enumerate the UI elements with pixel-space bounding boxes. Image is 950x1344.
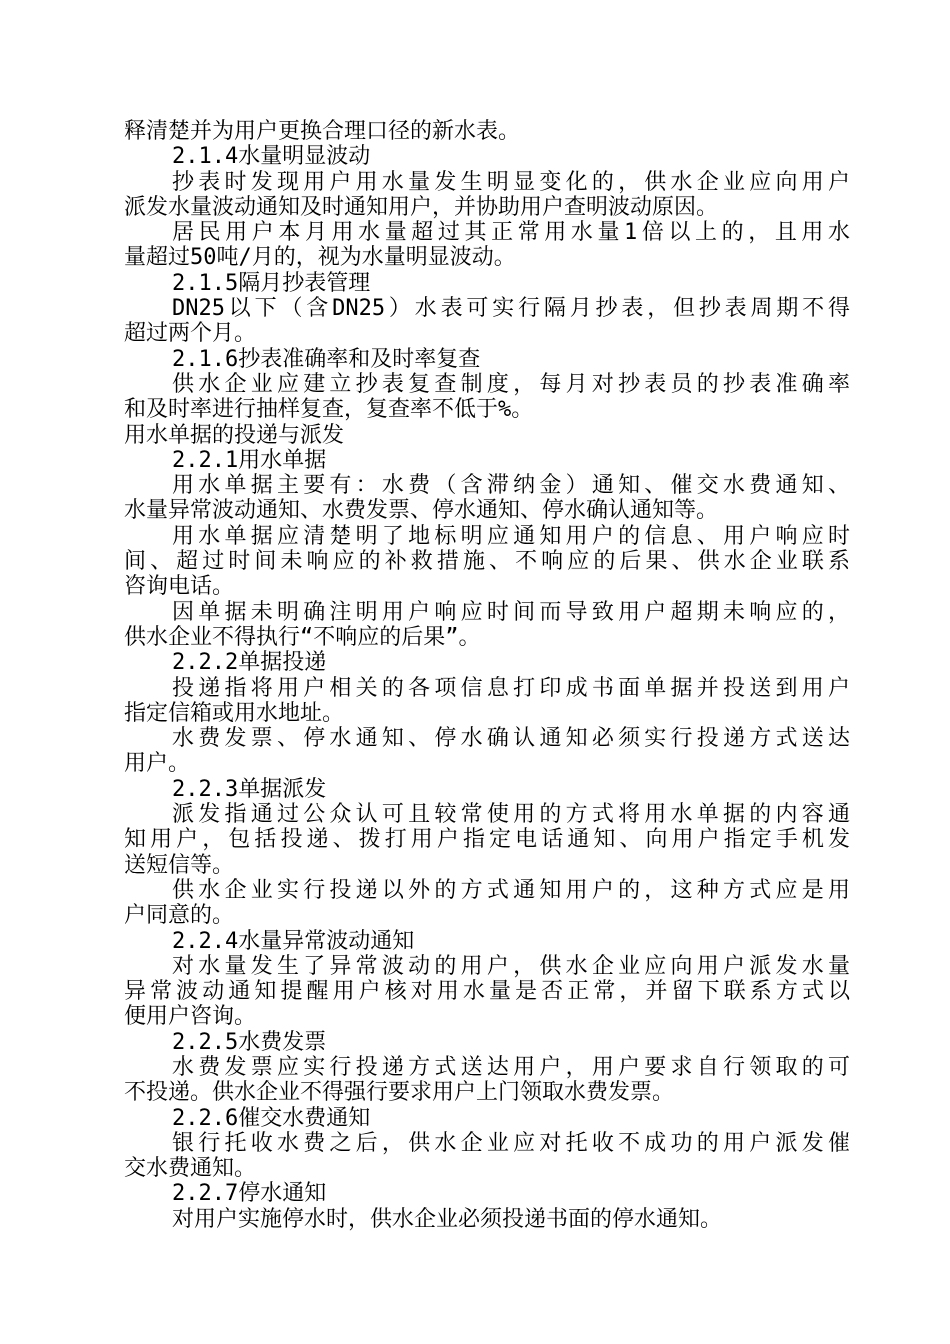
text-line: 投递指将用户相关的各项信息打印成书面单据并投送到用户	[172, 675, 850, 701]
section-heading: 2.1.4水量明显波动	[172, 144, 371, 170]
text-line: 送短信等。	[124, 852, 235, 878]
document-body	[124, 119, 850, 1232]
text-line: 用水单据应清楚明了地标明应通知用户的信息、用户响应时	[172, 523, 850, 549]
text-line: 水量异常波动通知、水费发票、停水通知、停水确认通知等。	[124, 498, 719, 524]
text-line: 抄表时发现用户用水量发生明显变化的，供水企业应向用户	[172, 169, 850, 195]
text-line: 水费发票应实行投递方式送达用户，用户要求自行领取的可	[172, 1054, 850, 1080]
text-line: 对用户实施停水时，供水企业必须投递书面的停水通知。	[172, 1206, 723, 1232]
text-line: 用水单据主要有：水费（含滞纳金）通知、催交水费通知、	[172, 473, 850, 499]
section-heading: 2.2.4水量异常波动通知	[172, 928, 415, 954]
section-heading: 2.1.6抄表准确率和及时率复查	[172, 346, 481, 372]
text-line: 水费发票、停水通知、停水确认通知必须实行投递方式送达	[172, 726, 850, 752]
text-line: 量超过50吨/月的，视为水量明显波动。	[124, 245, 516, 271]
text-line: 异常波动通知提醒用户核对用水量是否正常，并留下联系方式以	[124, 979, 850, 1005]
text-line: 派发水量波动通知及时通知用户，并协助用户查明波动原因。	[124, 194, 719, 220]
text-line: 间、超过时间未响应的补救措施、不响应的后果、供水企业联系	[124, 549, 850, 575]
text-line: 咨询电话。	[124, 574, 235, 600]
section-heading: 2.2.3单据派发	[172, 776, 327, 802]
text-line: 供水企业实行投递以外的方式通知用户的，这种方式应是用	[172, 877, 850, 903]
text-line: 和及时率进行抽样复查，复查率不低于%。	[124, 397, 534, 423]
section-heading: 2.2.5水费发票	[172, 1029, 327, 1055]
text-line: 交水费通知。	[124, 1156, 257, 1182]
section-heading: 2.2.1用水单据	[172, 447, 327, 473]
text-line: 派发指通过公众认可且较常使用的方式将用水单据的内容通	[172, 802, 850, 828]
text-line: 指定信箱或用水地址。	[124, 700, 345, 726]
text-line: DN25以下（含DN25）水表可实行隔月抄表，但抄表周期不得	[172, 296, 850, 322]
text-line: 知用户，包括投递、拨打用户指定电话通知、向用户指定手机发	[124, 827, 850, 853]
text-line: 供水企业应建立抄表复查制度，每月对抄表员的抄表准确率	[172, 371, 850, 397]
section-heading: 2.1.5隔月抄表管理	[172, 270, 371, 296]
section-heading: 用水单据的投递与派发	[124, 422, 345, 448]
section-heading: 2.2.7停水通知	[172, 1181, 327, 1207]
text-line: 便用户咨询。	[124, 1004, 257, 1030]
text-line: 不投递。供水企业不得强行要求用户上门领取水费发票。	[124, 1080, 675, 1106]
section-heading: 2.2.2单据投递	[172, 650, 327, 676]
text-line: 超过两个月。	[124, 321, 257, 347]
text-line: 银行托收水费之后，供水企业应对托收不成功的用户派发催	[172, 1130, 850, 1156]
text-line: 户同意的。	[124, 903, 235, 929]
text-line: 供水企业不得执行“不响应的后果”。	[124, 624, 481, 650]
text-line: 用户。	[124, 751, 191, 777]
text-line: 对水量发生了异常波动的用户，供水企业应向用户派发水量	[172, 953, 850, 979]
text-line: 释清楚并为用户更换合理口径的新水表。	[124, 119, 521, 144]
section-heading: 2.2.6催交水费通知	[172, 1105, 371, 1131]
text-line: 因单据未明确注明用户响应时间而导致用户超期未响应的，	[172, 599, 850, 625]
text-line: 居民用户本月用水量超过其正常用水量1倍以上的，且用水	[172, 220, 850, 246]
